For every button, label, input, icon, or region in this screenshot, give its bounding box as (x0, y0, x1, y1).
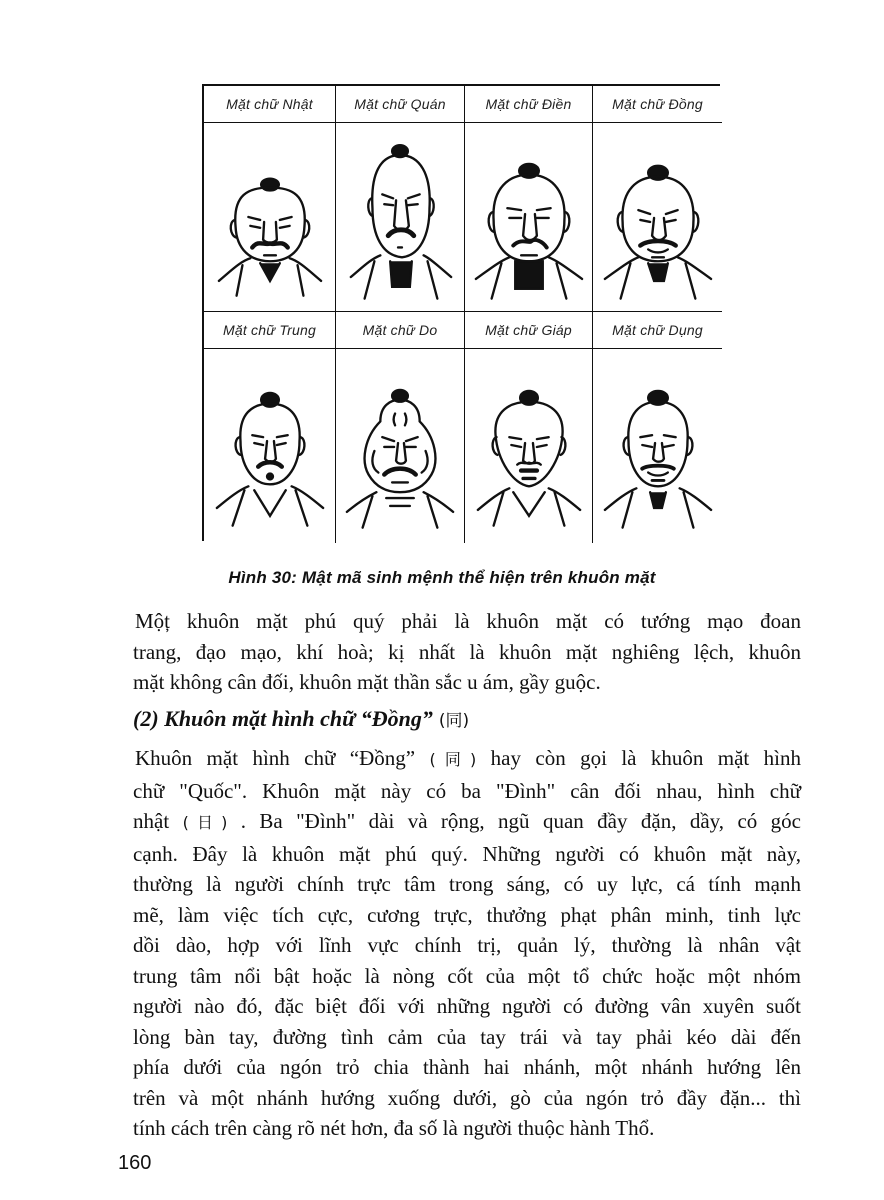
text-line: cạnh. Đây là khuôn mặt phú quý. Những người có khuôn mặt này, (133, 841, 801, 866)
face-label-cell (465, 86, 593, 123)
text-segment: Khuôn mặt hình chữ “Đồng” (135, 746, 430, 770)
text-line: lòng bàn tay, đường tình cảm của tay trái và tay phải kéo dài đến (133, 1024, 801, 1049)
face-label-cell (593, 86, 722, 123)
face-label-cell (336, 86, 465, 123)
face-label: Mặt chữ Đồng (612, 96, 703, 112)
text-line: Mộț khuôn mặt phú quý phải là khuôn mặt có tướng mạo đoan (135, 609, 801, 633)
text-segment: hay còn gọi là khuôn mặt hình (476, 746, 801, 770)
text-line: thường là người chính trực tâm trong sáng, có uy lực, cá tính mạnh (133, 872, 801, 896)
face-label: Mặt chữ Quán (354, 96, 446, 112)
face-illustration-nhat (204, 123, 336, 312)
text-line: phía dưới của ngón trỏ chia thành hai nhánh, một nhánh hướng lên (133, 1055, 801, 1079)
face-do-drawing (341, 361, 459, 531)
text-line: trung tâm nổi bật hoặc là nòng cốt của một tổ chức hoặc một nhóm (133, 963, 801, 988)
face-illustration-dien (465, 123, 593, 312)
face-label-cell (465, 312, 593, 349)
face-illustration-quan (336, 123, 465, 312)
face-dong-drawing (599, 132, 717, 302)
figure-caption: Hình 30: Mật mã sinh mệnh thể hiện trên khuôn mặt (228, 568, 656, 587)
face-dien-drawing (470, 132, 588, 302)
face-label: Mặt chữ Do (362, 322, 438, 338)
cjk-glyph: (日) (182, 813, 228, 832)
text-segment: nhật (133, 809, 183, 833)
face-label: Mặt chữ Giáp (485, 322, 572, 338)
paragraph-dong-face (133, 743, 801, 1144)
text-line (133, 806, 801, 839)
face-illustration-dong (593, 123, 722, 312)
face-dung-drawing (599, 361, 717, 531)
text-line: chữ "Quốc". Khuôn mặt này có ba "Đình" cân đối nhau, hình chữ (133, 778, 801, 803)
face-label-cell (204, 86, 336, 123)
face-label-cell (336, 312, 465, 349)
face-label-cell (204, 312, 336, 349)
paragraph-intro (133, 606, 801, 698)
face-quan-drawing (341, 128, 459, 306)
face-illustration-do (336, 349, 465, 543)
face-trung-drawing (211, 361, 329, 531)
face-label: Mặt chữ Dụng (612, 322, 703, 338)
face-giap-drawing (470, 361, 588, 531)
section-heading-text: (2) Khuôn mặt hình chữ “Đồng” (133, 706, 433, 731)
face-label: Mặt chữ Nhật (226, 96, 313, 112)
face-illustration-trung (204, 349, 336, 543)
text-segment: . Ba "Đình" dài và rộng, ngũ quan đầy đặn, dầy, có góc (227, 809, 801, 833)
text-line: tính cách trên càng rõ nét hơn, đa số là người thuộc hành Thổ. (133, 1116, 655, 1140)
text-line: dồi dào, hợp với lĩnh vực chính trị, quản lý, thường là nhân vật (133, 933, 801, 957)
section-heading-cjk: (同) (438, 711, 470, 731)
text-line: mẽ, làm việc tích cực, cương trực, thưởng phạt phân minh, tinh lực (133, 902, 801, 927)
text-line (133, 743, 801, 776)
face-label: Mặt chữ Điền (485, 96, 572, 112)
face-types-figure (202, 84, 720, 541)
face-label: Mặt chữ Trung (223, 322, 316, 338)
face-illustration-dung (593, 349, 722, 543)
section-heading (133, 706, 469, 732)
cjk-glyph: (同) (429, 750, 477, 769)
text-line: trang, đạo mạo, khí hoà; kị nhất là khuôn mặt nghiêng lệch, khuôn (133, 639, 801, 664)
face-nhat-drawing (211, 132, 329, 302)
face-label-cell (593, 312, 722, 349)
text-line: trên và một nhánh hướng xuống dưới, gò của ngón trỏ đầy đặn... thì (133, 1085, 801, 1110)
text-line: mặt không cân đối, khuôn mặt thần sắc u ám, gầy guộc. (133, 670, 601, 694)
page-number: 160 (118, 1152, 152, 1174)
face-illustration-giap (465, 349, 593, 543)
text-line: người nào đó, đặc biệt đối với những người có đường vân xuyên suốt (133, 994, 801, 1018)
